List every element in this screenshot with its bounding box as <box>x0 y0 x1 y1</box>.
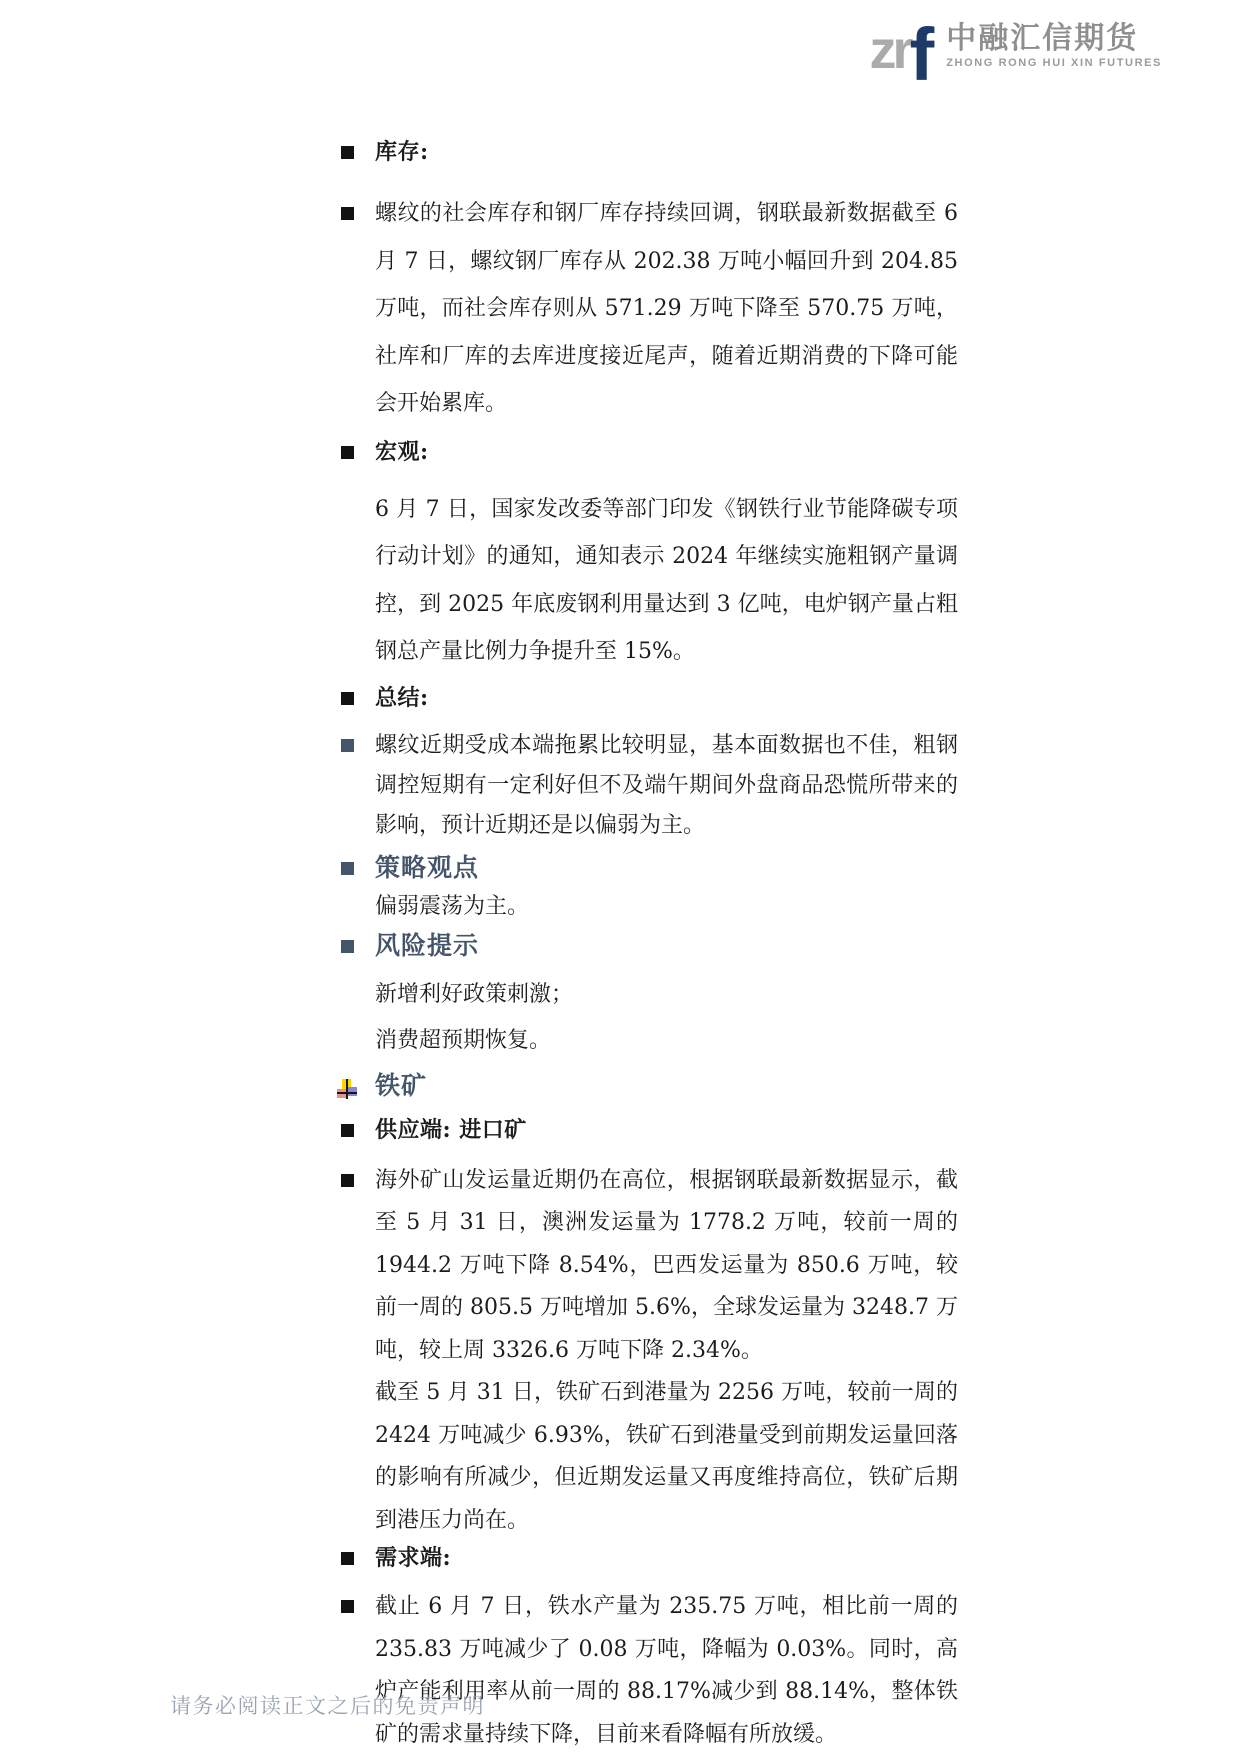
square-bullet-icon <box>341 692 354 705</box>
bullet-spacer <box>341 993 354 1006</box>
logo-zrf-mark <box>869 13 935 96</box>
strategy-heading-text: 策略观点 <box>375 852 480 882</box>
square-bullet-icon <box>341 1552 354 1565</box>
risk-line-2 <box>341 1026 966 1056</box>
square-bullet-icon <box>341 1600 354 1613</box>
bullet-spacer <box>341 1039 354 1052</box>
bullet-spacer <box>341 503 354 516</box>
square-bullet-icon <box>341 739 354 752</box>
section-heading-strategy <box>341 852 966 884</box>
bullet-spacer <box>341 905 354 918</box>
macro-heading-text: 宏观: <box>375 438 429 465</box>
risk-line-1-text: 新增利好政策刺激； <box>375 981 574 1007</box>
section-heading-supply <box>341 1116 966 1144</box>
bullet-spacer <box>341 1386 354 1399</box>
section-heading-macro <box>341 438 966 466</box>
demand-paragraph <box>341 1586 966 1756</box>
strategy-paragraph-text: 偏弱震荡为主。 <box>375 893 530 919</box>
footer-disclaimer: 请务必阅读正文之后的免责声明 <box>170 1694 485 1718</box>
report-body <box>341 138 966 1756</box>
risk-line-2-text: 消费超预期恢复。 <box>375 1027 552 1053</box>
logo-zr-letters: zr <box>869 20 910 81</box>
risk-heading-text: 风险提示 <box>375 930 480 960</box>
company-name-cn: 中融汇信期货 <box>946 21 1139 55</box>
summary-heading-text: 总结: <box>375 684 429 711</box>
inventory-heading-text: 库存: <box>375 139 429 165</box>
square-bullet-icon <box>341 1174 354 1187</box>
inventory-paragraph-text: 螺纹的社会库存和钢厂库存持续回调，钢联最新数据截至 6 月 7 日，螺纹钢厂库存从 202.38 万吨小幅回升到 204.85 万吨，而社会库存则从 571.29 万吨下降至 570.75 万吨，社库和厂库的去库进度接近尾声，随着近期消费的下降可能会开始累库。 <box>375 201 958 416</box>
macro-paragraph <box>341 486 966 676</box>
company-logo <box>869 13 1162 96</box>
square-bullet-icon <box>341 1124 354 1137</box>
strategy-paragraph <box>341 892 966 922</box>
square-bullet-icon <box>341 207 354 220</box>
risk-line-1 <box>341 980 966 1010</box>
square-bullet-icon <box>341 862 354 875</box>
section-heading-inventory <box>341 138 966 166</box>
demand-heading-text: 需求端: <box>375 1545 452 1571</box>
supply-paragraph-1-text: 海外矿山发运量近期仍在高位，根据钢联最新数据显示，截至 5 月 31 日，澳洲发运量为 1778.2 万吨，较前一周的 1944.2 万吨下降 8.54%，巴西发运量为 850.6 万吨，较前一周的 805.5 万吨增加 5.6%，全球发运量为 3248.7 万吨，较上周 3326.6 万吨下降 2.34%。 <box>375 1167 958 1363</box>
company-name-en: ZHONG RONG HUI XIN FUTURES <box>946 57 1162 70</box>
section-heading-risk <box>341 930 966 962</box>
summary-paragraph <box>341 726 966 846</box>
supply-paragraph-1 <box>341 1160 966 1373</box>
supply-paragraph-2 <box>341 1372 966 1542</box>
logo-names <box>946 23 1162 72</box>
macro-paragraph-text: 6 月 7 日，国家发改委等部门印发《钢铁行业节能降碳专项行动计划》的通知，通知表示 2024 年继续实施粗钢产量调控，到 2025 年底废钢利用量达到 3 亿吨，电炉钢产量占粗钢总产量比例力争提升至 15%。 <box>375 496 958 664</box>
inventory-paragraph <box>341 190 966 428</box>
summary-paragraph-text: 螺纹近期受成本端拖累比较明显，基本面数据也不佳，粗钢调控短期有一定利好但不及端午期间外盘商品恐慌所带来的影响，预计近期还是以偏弱为主。 <box>375 732 958 838</box>
square-bullet-icon <box>341 146 354 159</box>
section-heading-summary <box>341 684 966 712</box>
iron-ore-colored-bullet-icon <box>337 1079 357 1099</box>
square-bullet-icon <box>341 940 354 953</box>
section-heading-demand <box>341 1544 966 1572</box>
iron-ore-heading-text: 铁矿 <box>375 1070 428 1100</box>
logo-f-letter: f <box>909 13 935 96</box>
supply-paragraph-2-text: 截至 5 月 31 日，铁矿石到港量为 2256 万吨，较前一周的 2424 万吨减少 6.93%，铁矿石到港量受到前期发运量回落的影响有所减少，但近期发运量又再度维持高位，铁矿后期到港压力尚在。 <box>375 1380 958 1533</box>
section-heading-iron-ore <box>341 1070 966 1102</box>
supply-heading-text: 供应端: 进口矿 <box>375 1116 527 1143</box>
square-bullet-icon <box>341 446 354 459</box>
demand-paragraph-text: 截止 6 月 7 日，铁水产量为 235.75 万吨，相比前一周的 235.83 万吨减少了 0.08 万吨，降幅为 0.03%。同时，高炉产能利用率从前一周的 88.17%减少到 88.14%，整体铁矿的需求量持续下降，目前来看降幅有所放缓。 <box>375 1594 958 1747</box>
